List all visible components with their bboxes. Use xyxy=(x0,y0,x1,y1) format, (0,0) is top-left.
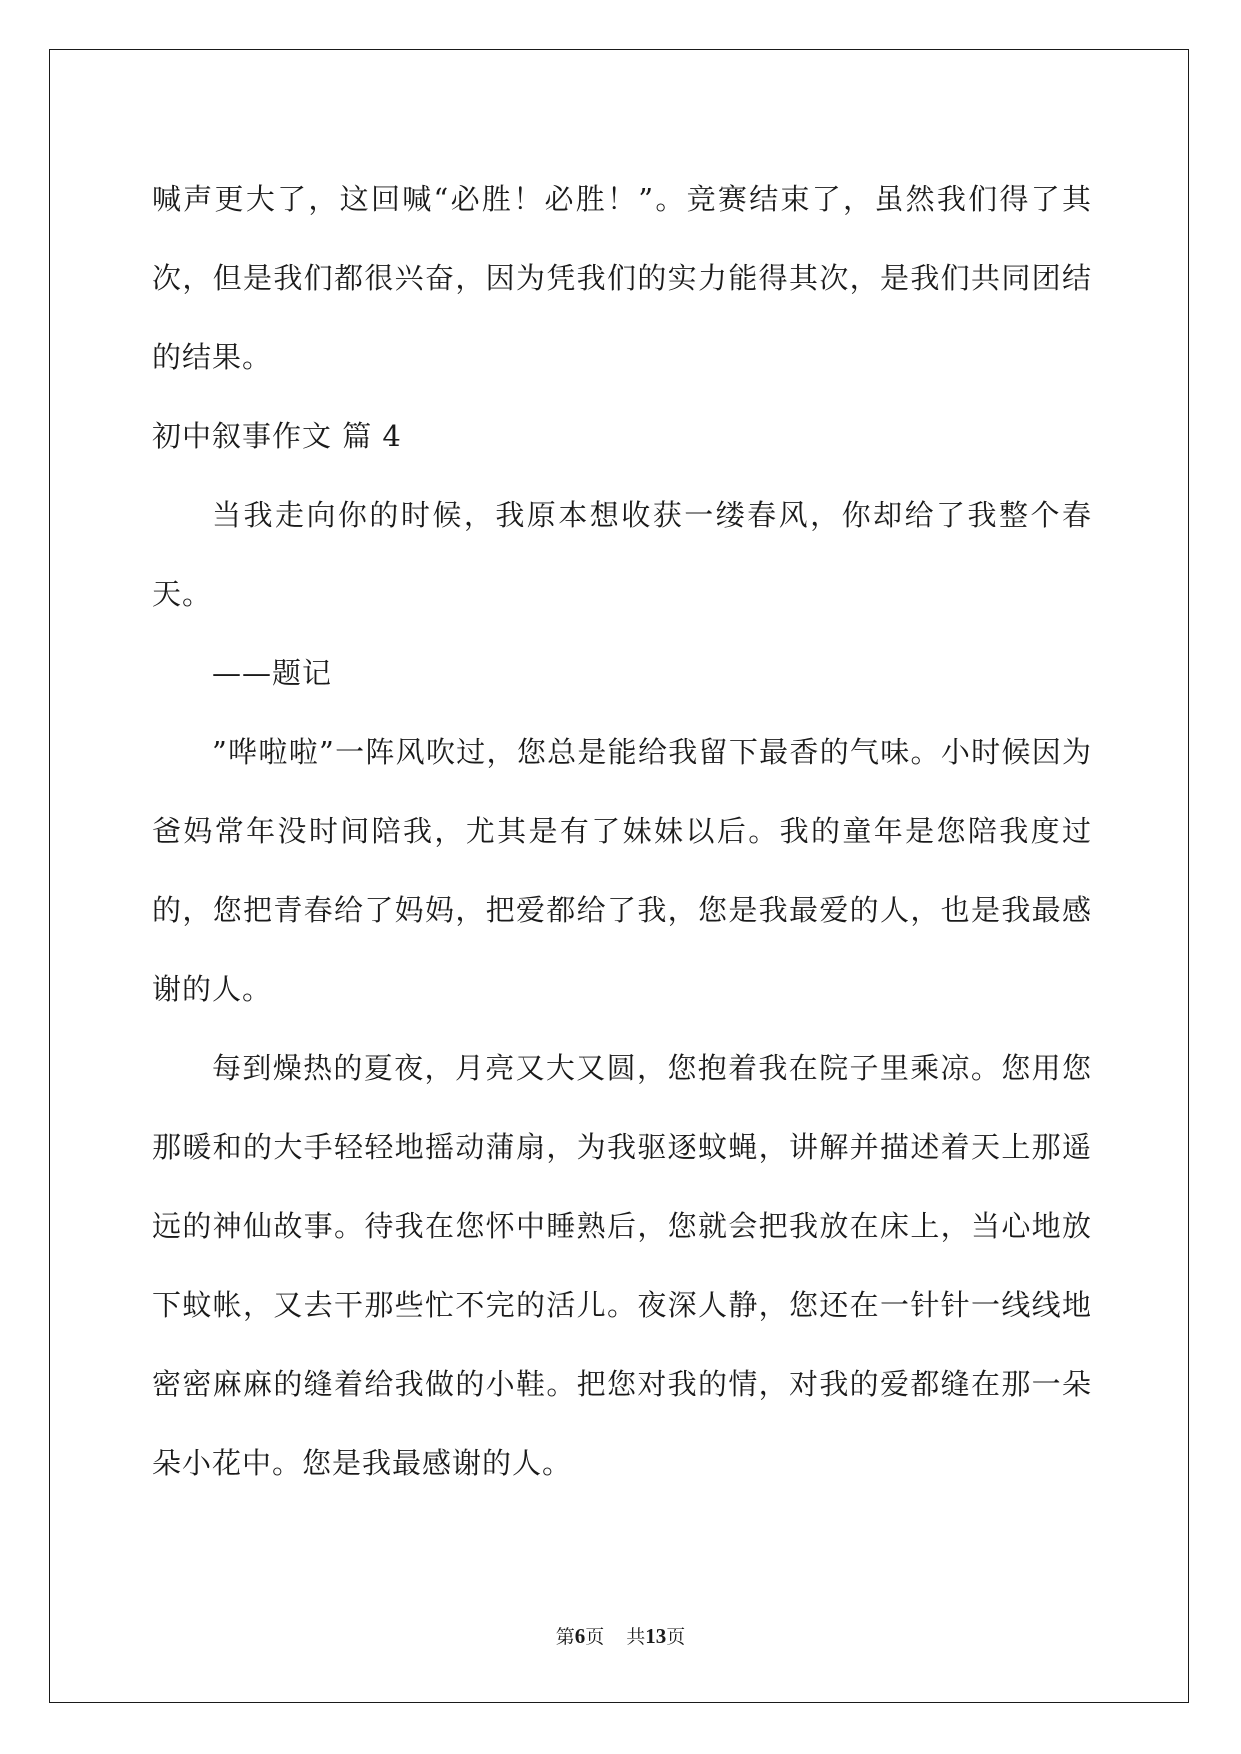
footer-total-pages: 13 xyxy=(645,1624,667,1648)
footer-total-prefix: 共 xyxy=(626,1626,646,1648)
footer-page-suffix: 页 xyxy=(585,1626,605,1648)
paragraph-epigraph-source: ——题记 xyxy=(212,656,333,690)
footer-prefix: 第 xyxy=(555,1626,575,1648)
section-heading: 初中叙事作文 篇 4 xyxy=(152,419,402,453)
footer-page-number: 6 xyxy=(574,1624,586,1648)
paragraph-2: ”哗啦啦”一阵风吹过，您总是能给我留下最香的气味。小时候因为爸妈常年没时间陪我，尤其是有了妹妹以后。我的童年是您陪我度过的，您把青春给了妈妈，把爱都给了我，您是我最爱的人，也是我最感谢的人。 xyxy=(152,735,1092,1006)
paragraph-1: 喊声更大了，这回喊“必胜！必胜！”。竞赛结束了，虽然我们得了其次，但是我们都很兴奋，因为凭我们的实力能得其次，是我们共同团结的结果。 xyxy=(152,182,1092,374)
document-body xyxy=(152,160,1092,1503)
footer-total-suffix: 页 xyxy=(666,1626,686,1648)
page-footer xyxy=(0,1622,1241,1649)
paragraph-3: 每到燥热的夏夜，月亮又大又圆，您抱着我在院子里乘凉。您用您那暖和的大手轻轻地摇动蒲扇，为我驱逐蚊蝇，讲解并描述着天上那遥远的神仙故事。待我在您怀中睡熟后，您就会把我放在床上，当心地放下蚊帐，又去干那些忙不完的活儿。夜深人静，您还在一针针一线线地密密麻麻的缝着给我做的小鞋。把您对我的情，对我的爱都缝在那一朵朵小花中。您是我最感谢的人。 xyxy=(152,1051,1092,1480)
paragraph-epigraph: 当我走向你的时候，我原本想收获一缕春风，你却给了我整个春天。 xyxy=(152,498,1092,611)
